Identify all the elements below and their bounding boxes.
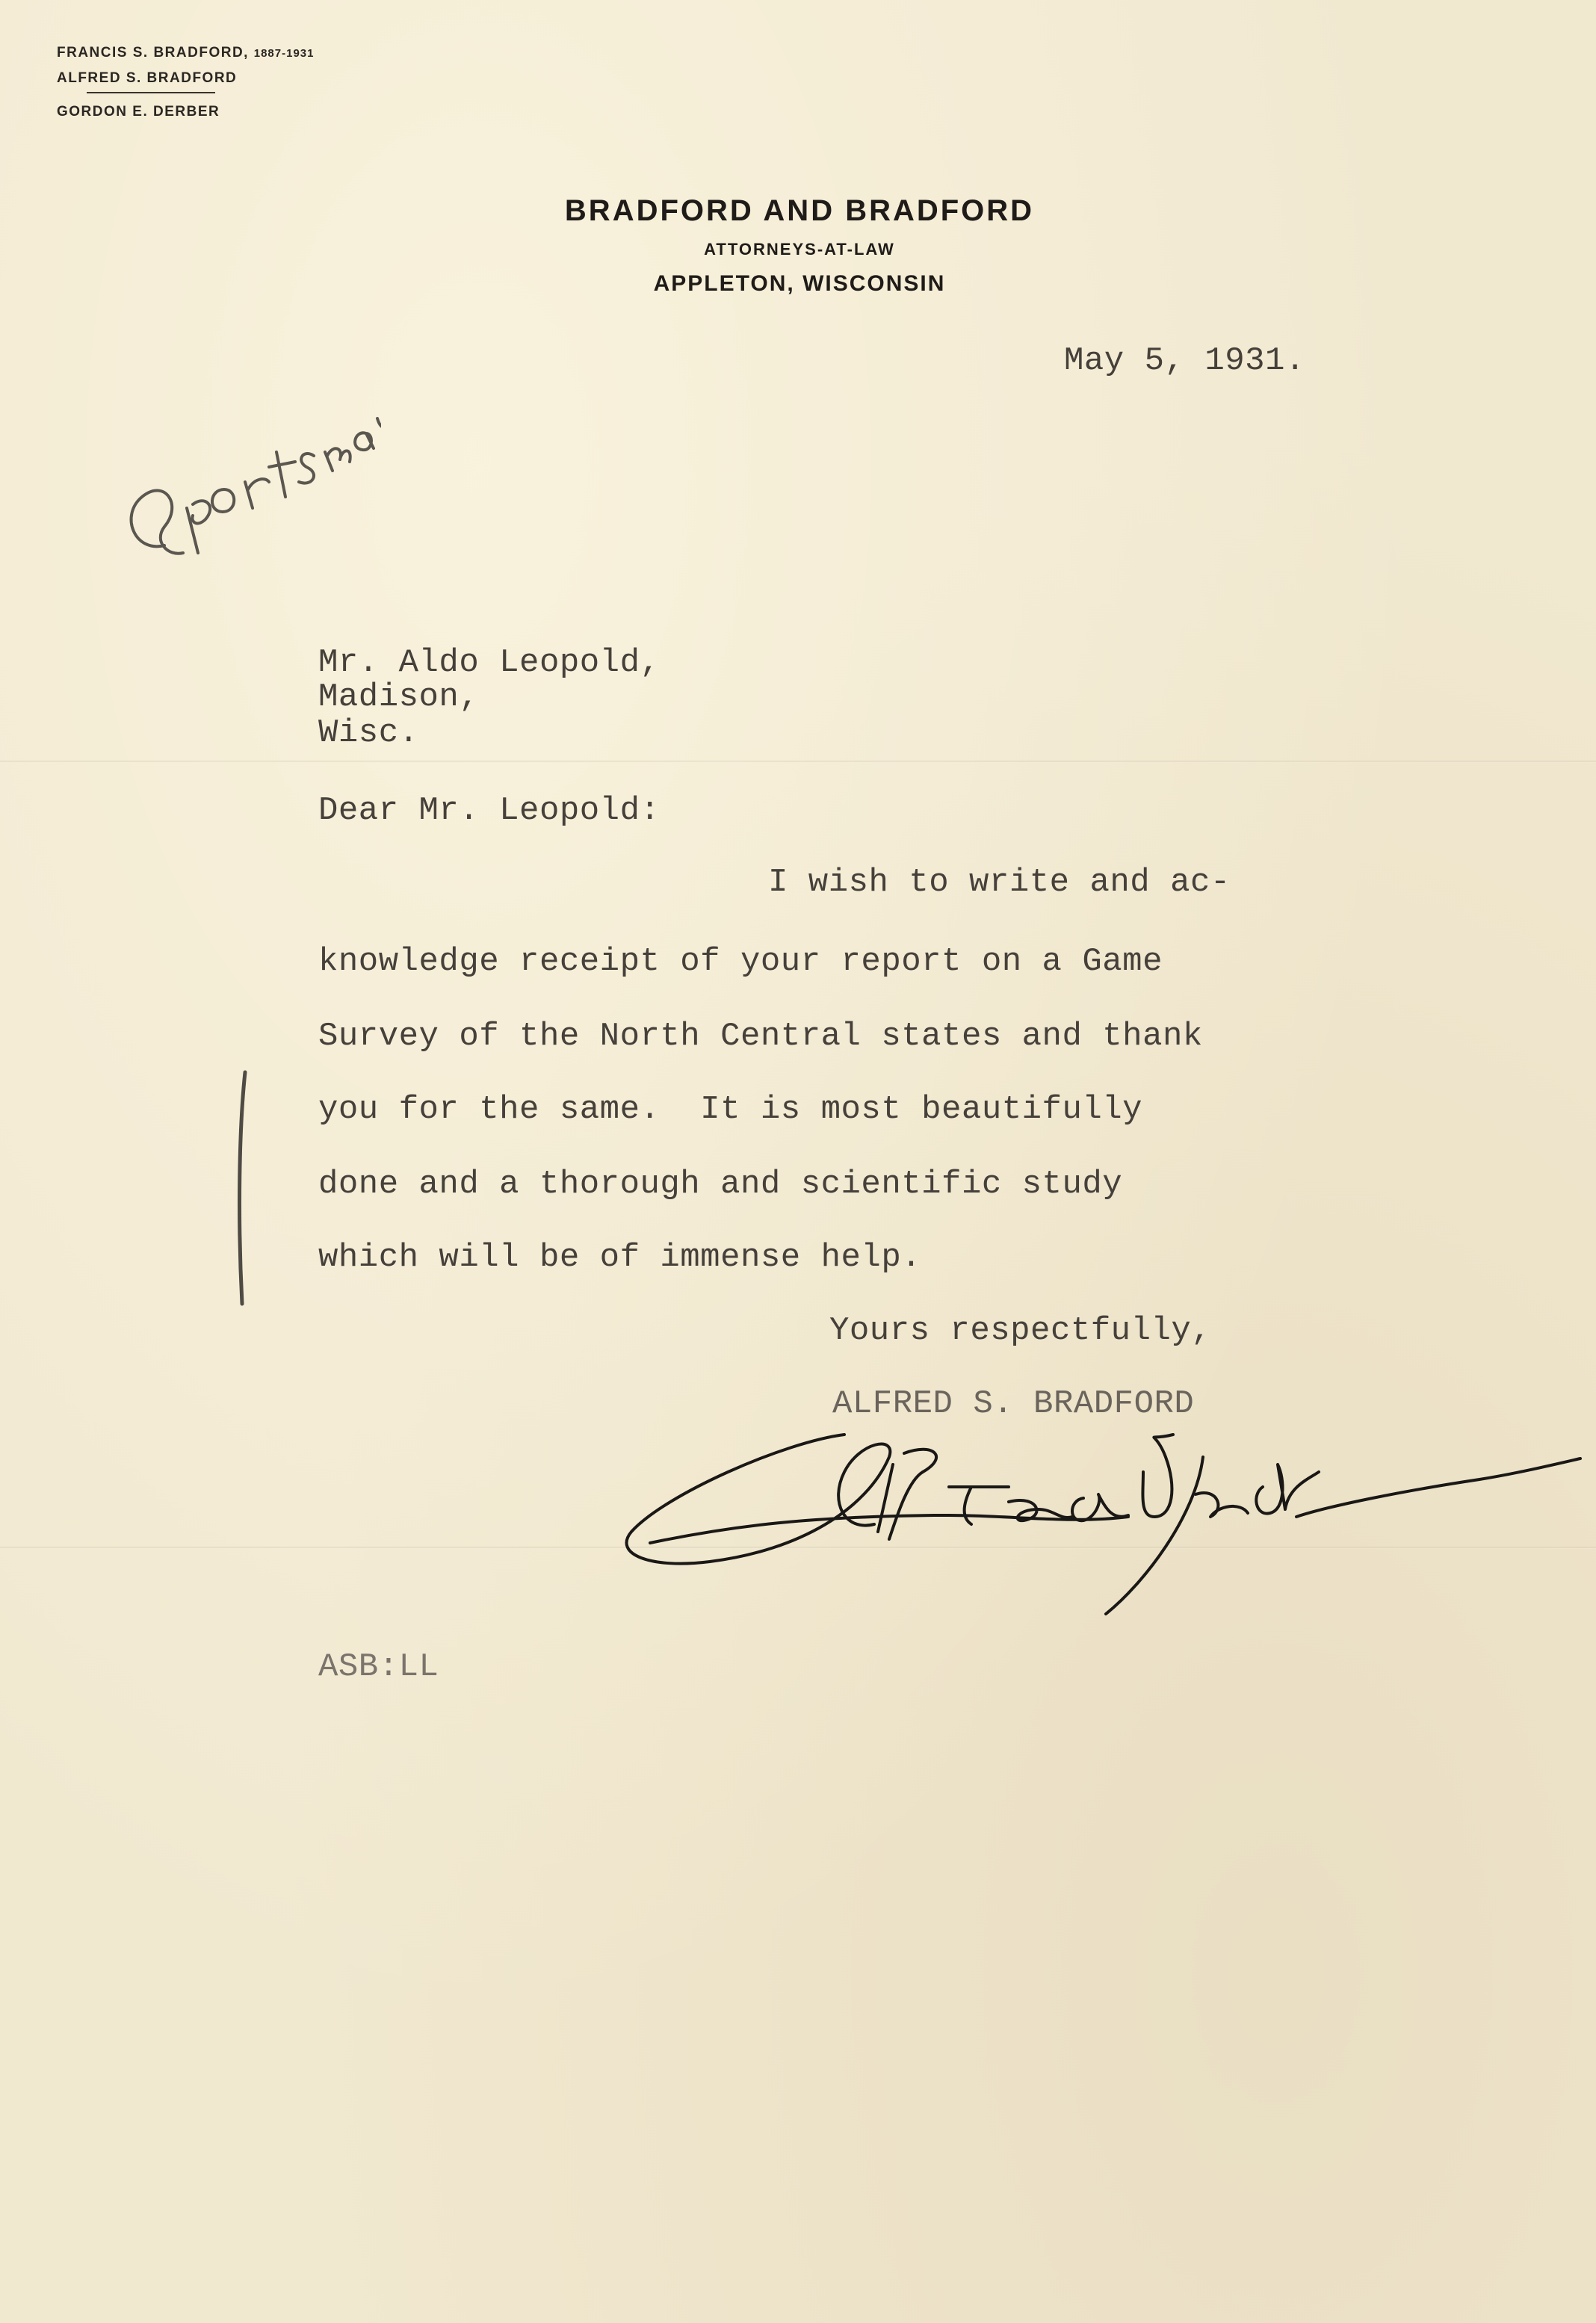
- firm-profession: ATTORNEYS-AT-LAW: [704, 240, 895, 259]
- partner-years: 1887-1931: [253, 47, 315, 60]
- margin-note-handwriting: [112, 329, 381, 583]
- partner-divider: [87, 92, 215, 93]
- firm-city: APPLETON, WISCONSIN: [653, 271, 946, 296]
- closing: Yours respectfully,: [829, 1312, 1212, 1349]
- recipient-line: Wisc.: [318, 714, 419, 752]
- partner-name: FRANCIS S. BRADFORD,: [57, 45, 249, 61]
- partner-list: [57, 40, 314, 124]
- letter-date: May 5, 1931.: [1064, 342, 1305, 380]
- partner-line: [57, 40, 314, 66]
- recipient-line: Madison,: [318, 678, 480, 716]
- paper-fold: [0, 761, 1596, 763]
- body-line: I wish to write and ac-: [768, 864, 1231, 901]
- salutation: Dear Mr. Leopold:: [318, 792, 661, 829]
- letterhead: [523, 191, 1076, 299]
- typed-signature-name: ALFRED S. BRADFORD: [832, 1385, 1195, 1423]
- partner-name: ALFRED S. BRADFORD: [57, 70, 238, 86]
- margin-mark: [232, 1068, 254, 1308]
- associate-name: GORDON E. DERBER: [57, 104, 220, 120]
- body-line: which will be of immense help.: [318, 1239, 922, 1276]
- body-line: you for the same. It is most beautifully: [318, 1091, 1143, 1128]
- handwritten-signature: [620, 1412, 1584, 1636]
- body-line: Survey of the North Central states and thank: [318, 1018, 1203, 1055]
- body-line: knowledge receipt of your report on a Game: [318, 943, 1163, 980]
- reference-initials: ASB:LL: [318, 1648, 439, 1686]
- body-line: done and a thorough and scientific study: [318, 1166, 1123, 1203]
- firm-name: BRADFORD AND BRADFORD: [564, 194, 1035, 227]
- recipient-line: Mr. Aldo Leopold,: [318, 644, 661, 681]
